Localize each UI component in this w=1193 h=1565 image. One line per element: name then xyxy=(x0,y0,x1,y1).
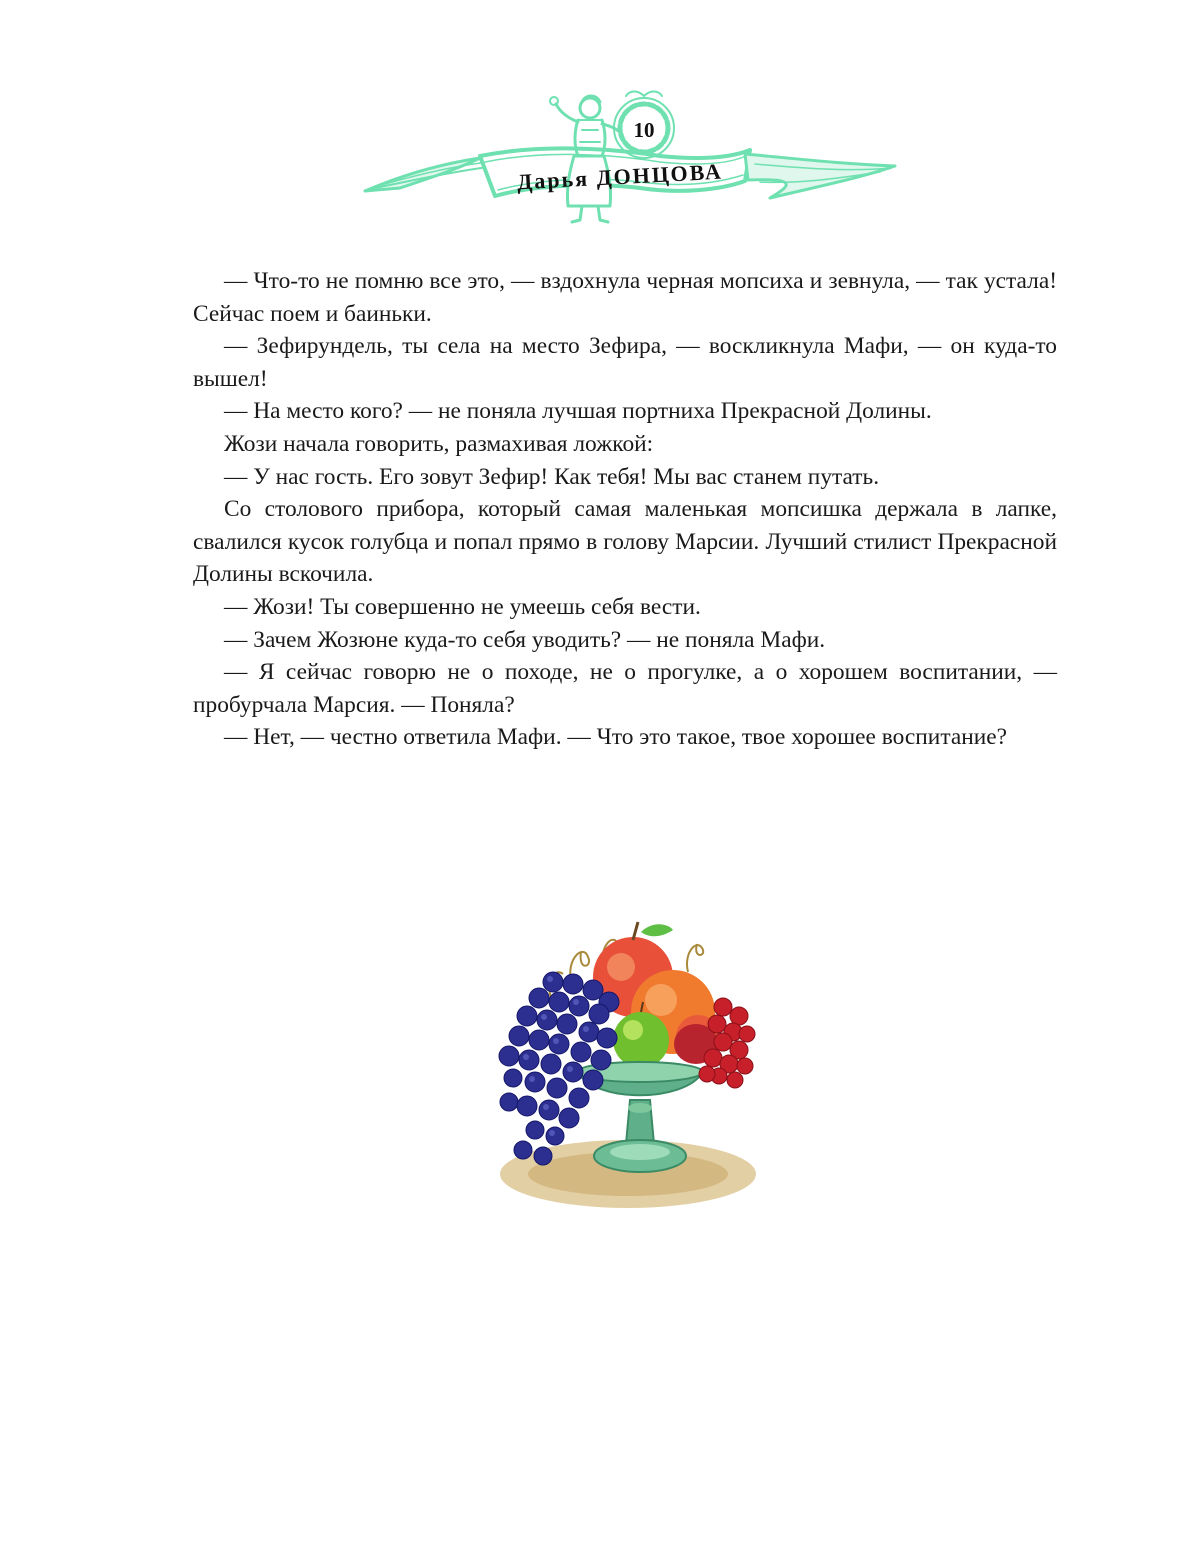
paragraph: — Зачем Жозюне куда-то себя уводить? — не поняла Мафи. xyxy=(224,626,826,653)
page-header xyxy=(360,86,905,236)
fruit-bowl-illustration xyxy=(493,912,763,1227)
body-text xyxy=(193,265,1057,754)
ribbon-ornament-icon xyxy=(360,86,905,236)
paragraph: — Зефирундель, ты села на место Зефира, — воскликнула Мафи, — он куда-то вышел! xyxy=(193,333,1057,392)
paragraph: — На место кого? — не поняла лучшая портниха Прекрасной Долины. xyxy=(224,398,932,425)
page-number: 10 xyxy=(633,118,655,142)
paragraph: — Жози! Ты совершенно не умеешь себя вести. xyxy=(224,593,701,620)
paragraph: Жози начала говорить, размахивая ложкой: xyxy=(224,430,654,457)
author-name: Дарья ДОНЦОВА xyxy=(516,158,724,195)
paragraph: — Я сейчас говорю не о походе, не о прогулке, а о хорошем воспитании, — пробурчала Марсия. — Поняла? xyxy=(193,659,1057,718)
paragraph: — У нас гость. Его зовут Зефир! Как тебя! Мы вас станем путать. xyxy=(224,463,880,490)
paragraph: — Нет, — честно ответила Мафи. — Что это такое, твое хорошее воспитание? xyxy=(224,724,1008,751)
fruit-bowl-icon xyxy=(493,912,763,1227)
paragraph: — Что-то не помню все это, — вздохнула черная мопсиха и зевнула, — так устала! Сейчас поем и баиньки. xyxy=(193,268,1057,327)
paragraph: Со столового прибора, который самая маленькая мопсишка держала в лапке, свалился кусок голубца и попал прямо в голову Марсии. Лучший стилист Прекрасной Долины вскочила. xyxy=(193,496,1057,588)
